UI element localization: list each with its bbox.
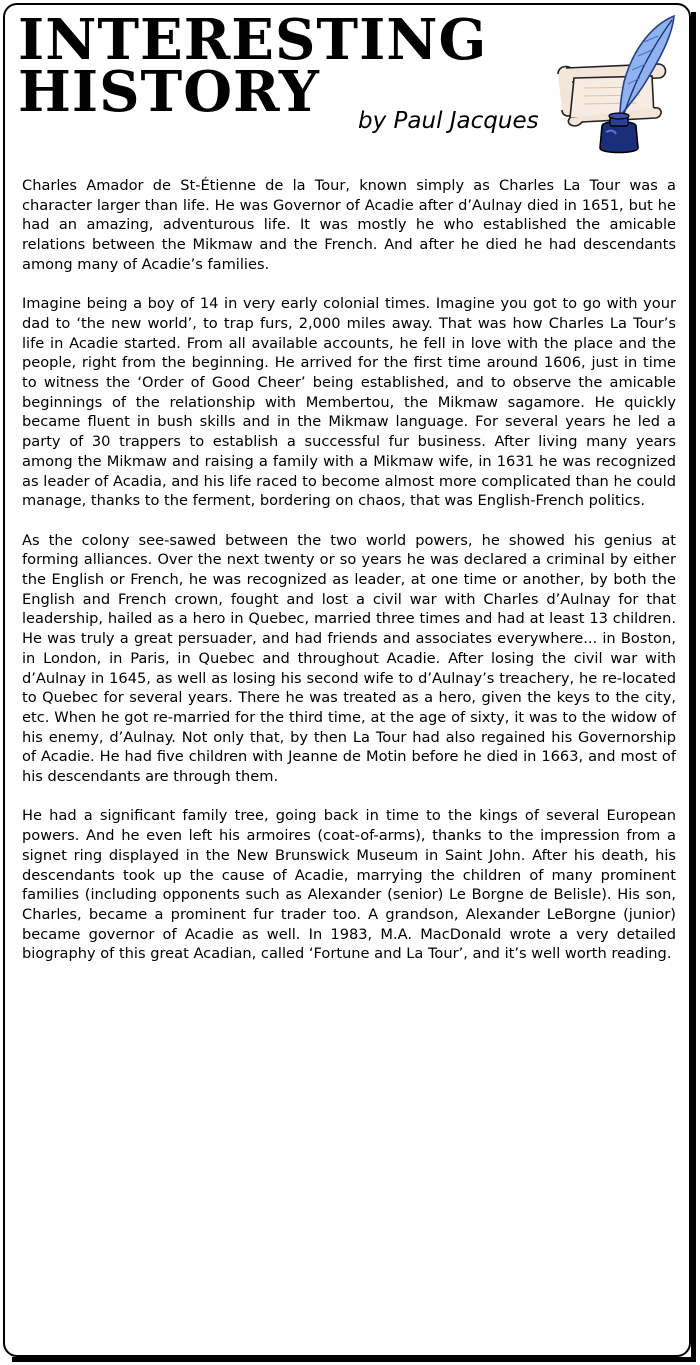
quill-and-scroll-icon <box>540 12 690 162</box>
title-line-2: HISTORY <box>18 59 320 125</box>
article-title <box>18 7 488 125</box>
title-line-1: INTERESTING <box>18 7 488 73</box>
paragraph-2: Imagine being a boy of 14 in very early colonial times. Imagine you got to go with your dad to ‘the new world’, to trap furs, 2,000 miles away. That was how Charles La Tour’s life in Acadie started. From all available accounts, he fell in love with the place and the people, right from the beginning. He arrived for the first time around 1606, just in time to witness the ‘Order of Good Cheer’ being established, and to observe the amicable beginnings of the relationship with Membertou, the Mikmaw sagamore. He quickly became fluent in bush skills and in the Mikmaw language. For several years he led a party of 30 trappers to establish a successful fur business. After living many years among the Mikmaw and raising a family with a Mikmaw wife, in 1631 he was recognized as leader of Acadia, and his life raced to become almost more complicated than he could manage, thanks to the ferment, bordering on chaos, that was English-French politics. <box>22 295 676 510</box>
paragraph-4: He had a significant family tree, going back in time to the kings of several European powers. And he even left his armoires (coat-of-arms), thanks to the impression from a signet ring displayed in the New Brunswick Museum in Saint John. After his death, his descendants took up the cause of Acadie, marrying the children of many prominent families (including opponents such as Alexander (senior) Le Borgne de Belisle). His son, Charles, became a prominent fur trader too. A grandson, Alexander LeBorgne (junior) became governor of Acadie as well. In 1983, M.A. MacDonald wrote a very detailed biography of this great Acadian, called ‘Fortune and La Tour’, and it’s well worth reading. <box>22 807 676 963</box>
article-body <box>22 176 676 984</box>
frame-shadow-right <box>691 12 696 1362</box>
paragraph-1: Charles Amador de St-Étienne de la Tour, known simply as Charles La Tour was a character larger than life. He was Governor of Acadie after d’Aulnay died in 1651, but he had an amazing, adventurous life. It was mostly he who established the amicable relations between the Mikmaw and the French. And after he died he had descendants among many of Acadie’s families. <box>22 177 676 273</box>
paragraph-3: As the colony see-sawed between the two world powers, he showed his genius at forming alliances. Over the next twenty or so years he was declared a criminal by either the English or French, he was recognized as leader, at one time or another, by both the English and French crown, fought and lost a civil war with Charles d’Aulnay for that leadership, hailed as a hero in Quebec, married three times and had at least 13 children. He was truly a great persuader, and had friends and associates everywhere... in Boston, in London, in Paris, in Quebec and throughout Acadie. After losing the civil war with d’Aulnay in 1645, as well as losing his second wife to d’Aulnay’s treachery, he re-located to Quebec for several years. There he was treated as a hero, given the keys to the city, etc. When he got re-married for the third time, at the age of sixty, it was to the widow of his enemy, d’Aulnay. Not only that, by then La Tour had also regained his Governorship of Acadie. He had five children with Jeanne de Motin before he died in 1663, and most of his descendants are through them. <box>22 531 676 786</box>
author-byline: by Paul Jacques <box>358 108 539 134</box>
frame-shadow-bottom <box>12 1357 696 1362</box>
